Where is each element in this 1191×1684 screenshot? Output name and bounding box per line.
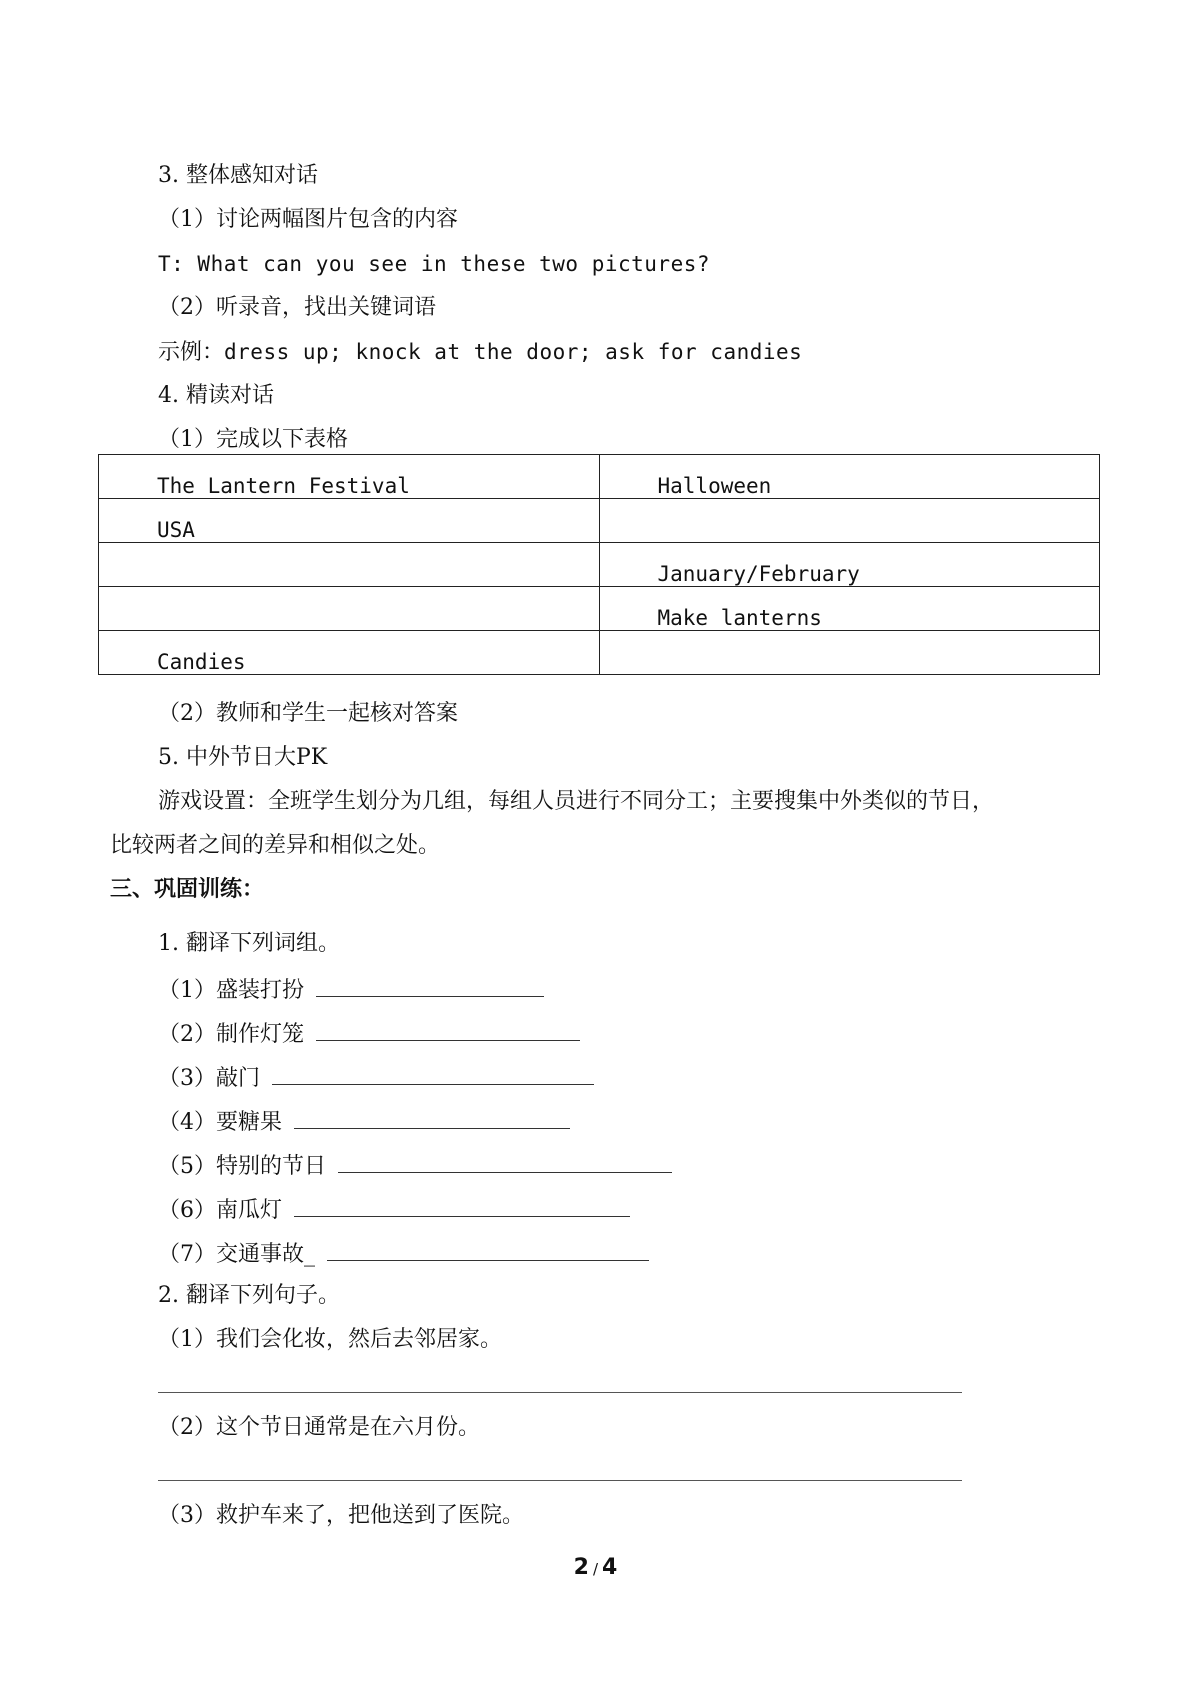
answer-line[interactable] (158, 1392, 962, 1393)
table-cell: Candies (99, 631, 600, 675)
section-5-desc-line-2: 比较两者之间的差异和相似之处。 (110, 833, 441, 858)
section-4-heading: 4. 精读对话 (158, 383, 274, 408)
current-page: 2 (573, 1555, 589, 1580)
table-cell: January/February (599, 543, 1100, 587)
table-cell: USA (99, 499, 600, 543)
sentence-item: （3）救护车来了，把他送到了医院。 (158, 1503, 524, 1528)
total-pages: 4 (602, 1555, 618, 1580)
answer-blank[interactable] (327, 1238, 649, 1261)
table-cell: Make lanterns (599, 587, 1100, 631)
sentence-item: （1）我们会化妆，然后去邻居家。 (158, 1327, 502, 1352)
answer-blank[interactable] (338, 1150, 672, 1173)
table-cell: The Lantern Festival (99, 455, 600, 499)
table-row (99, 631, 1100, 675)
table-row (99, 543, 1100, 587)
section-4-item-1: （1）完成以下表格 (158, 427, 348, 452)
section-4-item-2: （2）教师和学生一起核对答案 (158, 701, 458, 726)
question-1-heading: 1. 翻译下列词组。 (158, 931, 340, 956)
section-5-desc-line-1: 游戏设置：全班学生划分为几组，每组人员进行不同分工；主要搜集中外类似的节日， (158, 789, 995, 814)
phrase-item: （1）盛装打扮 (158, 974, 544, 1005)
page-separator: / (592, 1560, 599, 1578)
part-3-heading: 三、巩固训练： (110, 877, 265, 902)
table-row (99, 587, 1100, 631)
example-label: 示例： (158, 340, 225, 365)
answer-blank[interactable] (294, 1194, 630, 1217)
festival-comparison-table (98, 454, 1100, 675)
answer-blank[interactable] (272, 1062, 594, 1085)
table-cell (99, 587, 600, 631)
teacher-question: T: What can you see in these two pictures? (158, 252, 711, 276)
phrase-item: （7）交通事故_ (158, 1238, 649, 1269)
answer-blank[interactable] (316, 1018, 580, 1041)
answer-line[interactable] (158, 1480, 962, 1481)
section-5-heading: 5. 中外节日大PK (158, 745, 328, 770)
phrase-item: （6）南瓜灯 (158, 1194, 630, 1225)
answer-blank[interactable] (316, 974, 544, 997)
phrase-item: （2）制作灯笼 (158, 1018, 580, 1049)
sentence-item: （2）这个节日通常是在六月份。 (158, 1415, 480, 1440)
phrase-item: （5）特别的节日 (158, 1150, 672, 1181)
table-row (99, 499, 1100, 543)
section-3-item-2: （2）听录音，找出关键词语 (158, 295, 436, 320)
answer-blank[interactable] (294, 1106, 570, 1129)
example-text: dress up; knock at the door; ask for candies (224, 340, 803, 364)
example-line (158, 338, 802, 367)
table-cell: Halloween (599, 455, 1100, 499)
phrase-item: （4）要糖果 (158, 1106, 570, 1137)
question-2-heading: 2. 翻译下列句子。 (158, 1283, 340, 1308)
table-cell (599, 631, 1100, 675)
section-3-item-1: （1）讨论两幅图片包含的内容 (158, 207, 458, 232)
table-cell (99, 543, 600, 587)
section-3-heading: 3. 整体感知对话 (158, 163, 318, 188)
table-cell (599, 499, 1100, 543)
page-number (0, 1555, 1191, 1580)
table-row (99, 455, 1100, 499)
phrase-item: （3）敲门 (158, 1062, 594, 1093)
